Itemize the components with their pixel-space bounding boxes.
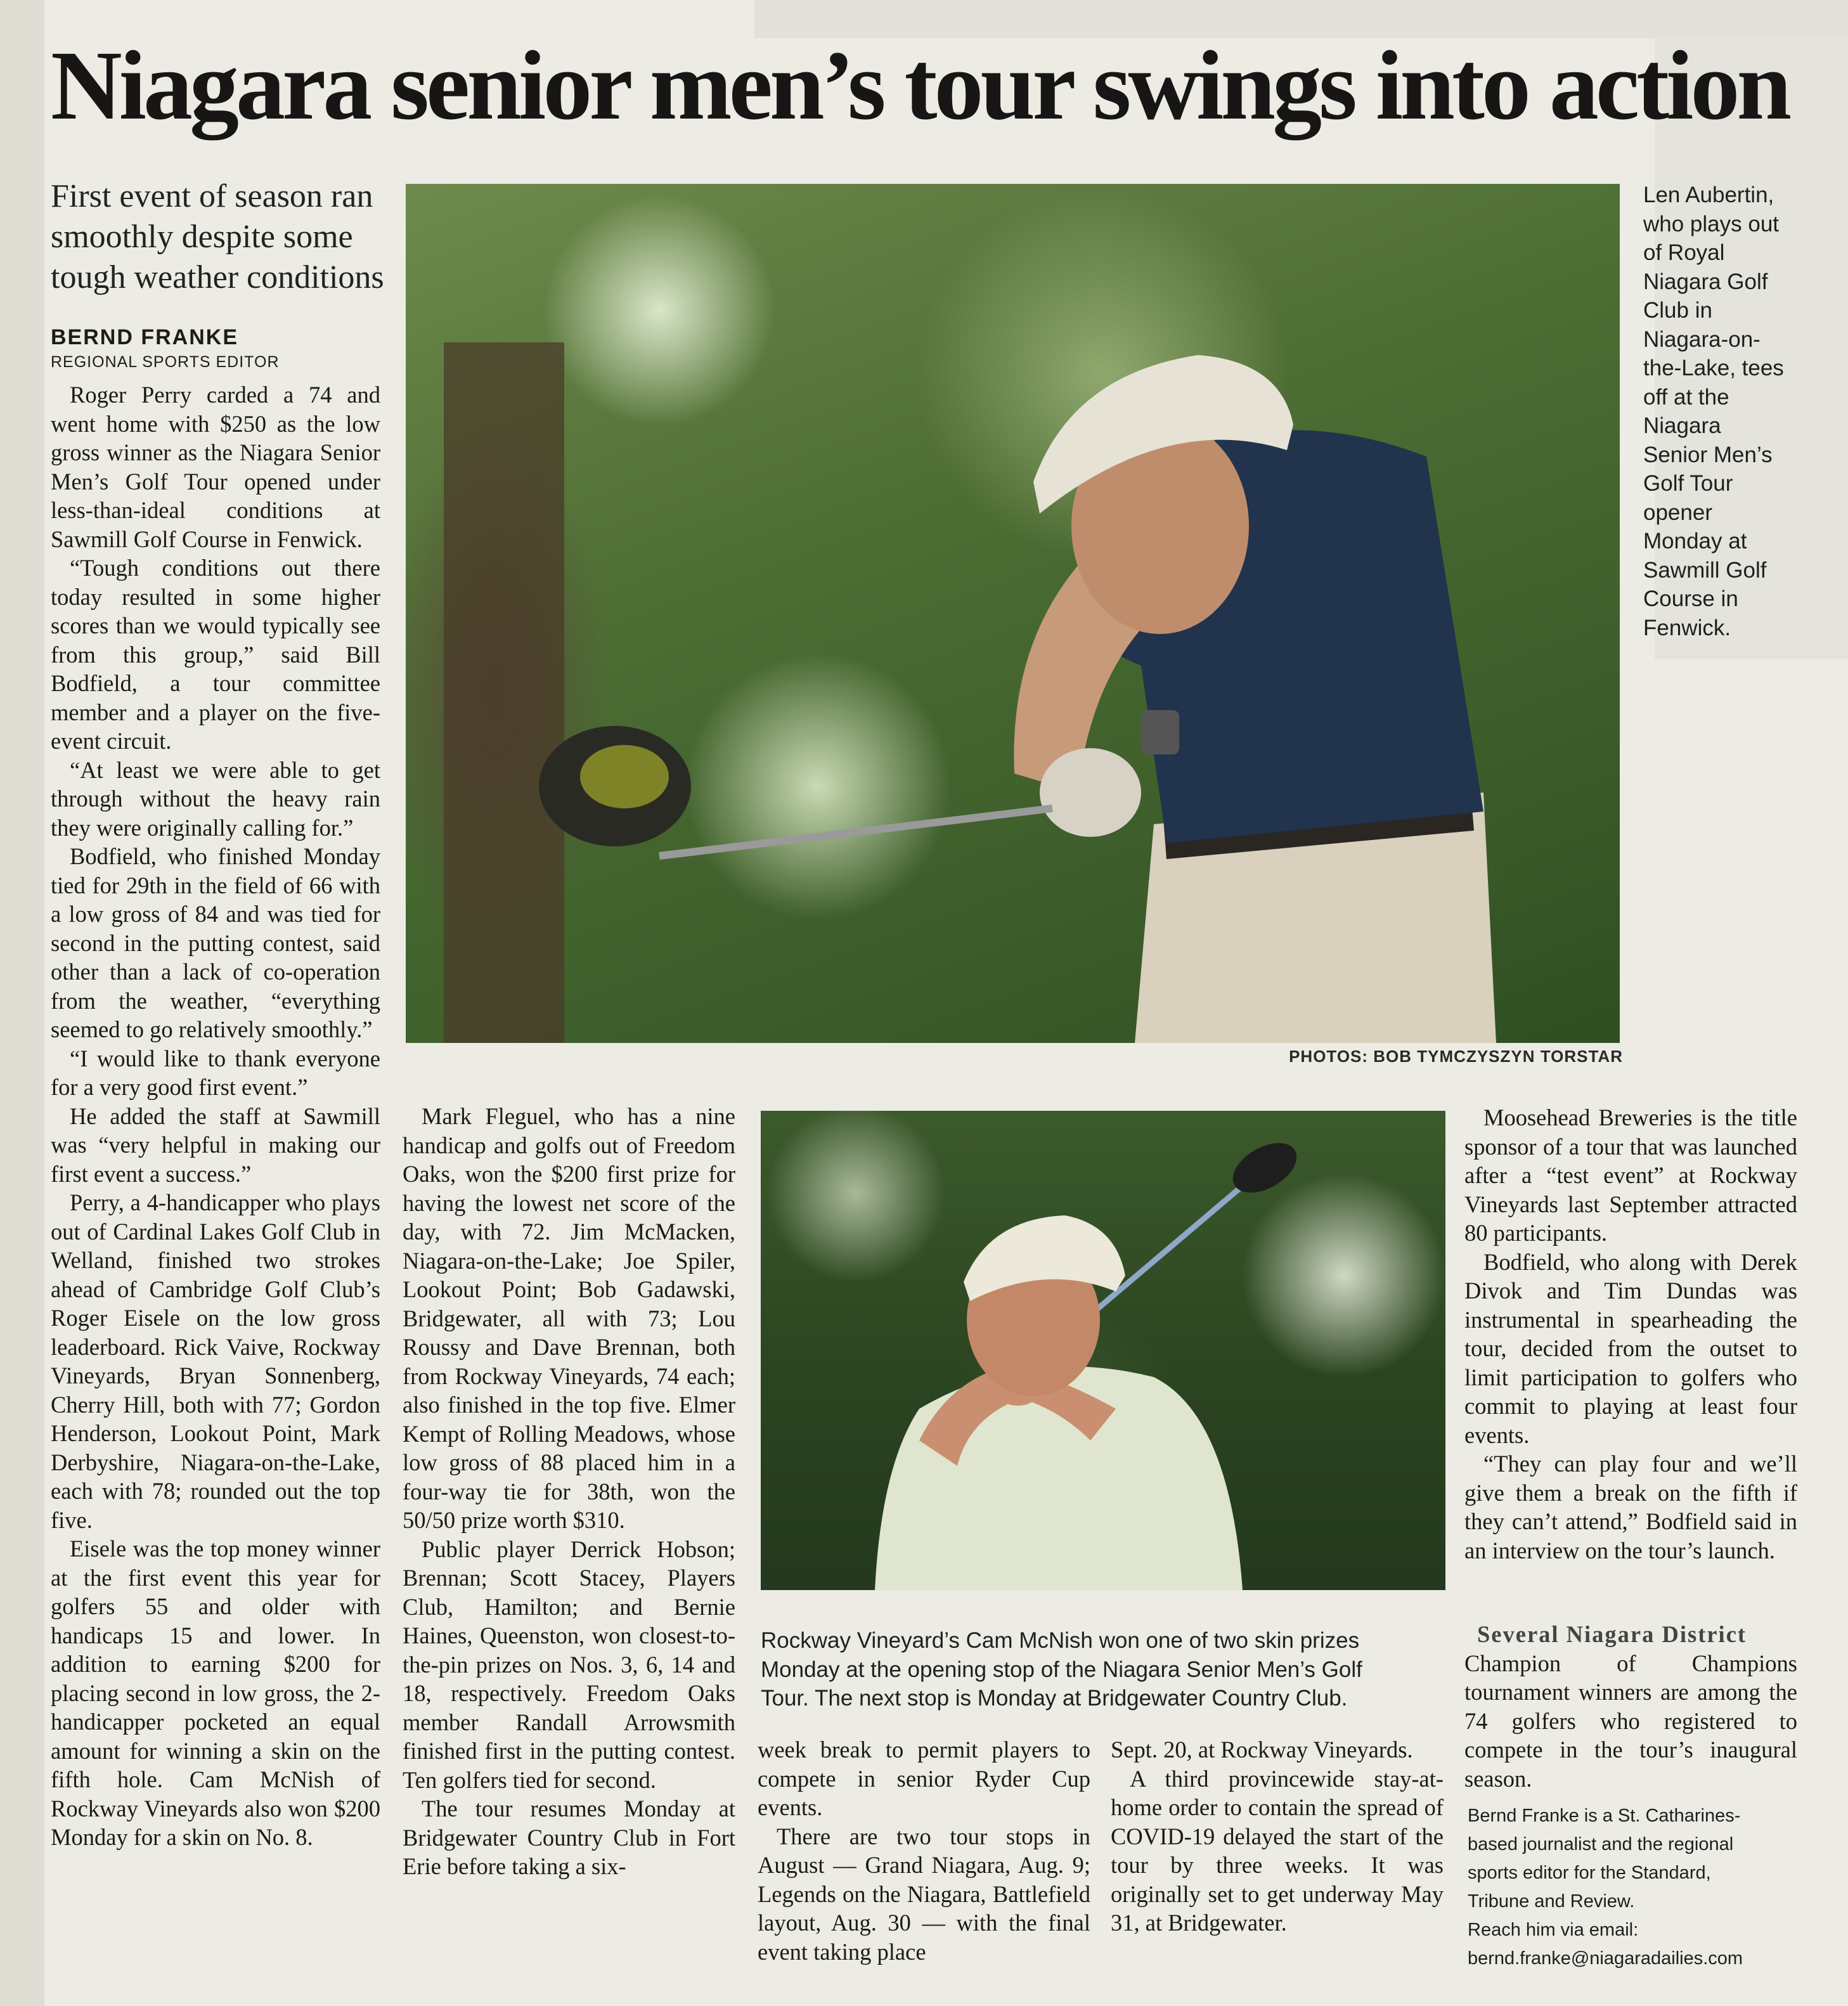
paragraph: Champion of Champions tournament winners are among the 74 golfers who registered to compete in the tour’s inaugural season.	[1464, 1650, 1797, 1792]
caption-line: Club in	[1643, 298, 1712, 323]
paragraph: “I would like to thank everyone for a very good first event.”	[51, 1045, 380, 1100]
paragraph: Bodfield, who along with Derek Divok and Tim Dundas was instrumental in spearheading the tour, decided from the outset to limit participation to golfers who commit to playing at least four events.	[1464, 1248, 1797, 1448]
deck: First event of season ran smoothly despite some tough weather conditions	[51, 178, 384, 295]
paragraph: week break to permit players to compete in senior Ryder Cup events.	[758, 1737, 1090, 1820]
byline-role: REGIONAL SPORTS EDITOR	[51, 353, 280, 371]
paragraph: Perry, a 4-handicapper who plays out of Cardinal Lakes Golf Club in Welland, finished two strokes ahead of Cambridge Golf Club’s Roger Eisele on the low gross leaderboard. Rick Vaive, Rockway Vineyards, Bryan Sonnenberg, Cherry Hill, both with 77; Gordon Henderson, Lookout Point, Mark Derbyshire, Niagara-on-the-Lake, each with 78; rounded out the top five.	[51, 1189, 380, 1533]
body-column-5	[1464, 1103, 1797, 1565]
paragraph: Bodfield, who finished Monday tied for 29th in the field of 66 with a low gross of 84 and was tied for second in the putting contest, said other than a lack of co-operation from the weather, “everything seemed to go relatively smoothly.”	[51, 843, 380, 1042]
body-column-1	[51, 380, 380, 1852]
golfer-illustration	[406, 184, 1620, 1043]
caption-line: Len Aubertin,	[1643, 183, 1774, 207]
caption-line: Golf Tour	[1643, 471, 1733, 496]
author-bio	[1468, 1802, 1797, 1973]
caption-line: the-Lake, tees	[1643, 356, 1784, 380]
body-column-3	[758, 1735, 1090, 1966]
paragraph: Public player Derrick Hobson; Brennan; Scott Stacey, Players Club, Hamilton; and Bernie Haines, Queenston, won closest-to-the-pin prizes on Nos. 3, 6, 14 and 18, respectively. Freedom Oaks member Randall Arrowsmith finished first in the putting contest. Ten golfers tied for second.	[403, 1536, 735, 1793]
caption-line: who plays out	[1643, 211, 1780, 236]
paragraph: A third provincewide stay-at-home order to contain the spread of COVID-19 delayed the start of the tour by three weeks. It was originally set to get underway May 31, at Bridgewater.	[1111, 1765, 1444, 1936]
paragraph: He added the staff at Sawmill was “very helpful in making our first event a success.”	[51, 1103, 380, 1187]
headline: Niagara senior men’s tour swings into action	[51, 30, 1789, 140]
page-edge	[0, 0, 44, 2006]
caption-line: of Royal	[1643, 240, 1725, 265]
second-photo	[761, 1111, 1445, 1590]
author-email[interactable]: bernd.franke@niagaradailies.com	[1468, 1948, 1743, 1969]
golfer-illustration	[761, 1111, 1445, 1590]
paragraph: There are two tour stops in August — Grand Niagara, Aug. 9; Legends on the Niagara, Battlefield layout, Aug. 30 — with the final event taking place	[758, 1823, 1090, 1965]
main-photo-caption	[1643, 181, 1799, 642]
body-column-2	[403, 1102, 735, 1881]
bio-line: Reach him via email:	[1468, 1920, 1639, 1940]
byline	[51, 323, 393, 373]
byline-name: BERND FRANKE	[51, 325, 238, 349]
paragraph: Mark Fleguel, who has a nine handicap and golfs out of Freedom Oaks, won the $200 first prize for having the lowest net score of the day, with 72. Jim McMacken, Niagara-on-the-Lake; Joe Spiler, Lookout Point; Bob Gadawski, Bridgewater, all with 73; Lou Roussy and Dave Brennan, both from Rockway Vineyards, 74 each; also finished in the top five. Elmer Kempt of Rolling Meadows, whose low gross of 88 placed him in a four-way tie for 38th, won the 50/50 prize worth $310.	[403, 1103, 735, 1533]
caption-line: Niagara Golf	[1643, 269, 1768, 294]
paragraph: “They can play four and we’ll give them a break on the fifth if they can’t attend,” Bodfield said in an interview on the tour’s launch.	[1464, 1451, 1797, 1563]
body-column-5-continued	[1464, 1620, 1797, 1793]
bio-line: Bernd Franke is a St. Catharines-	[1468, 1806, 1741, 1826]
caption-line: Tour. The next stop is Monday at Bridgewater Country Club.	[761, 1686, 1348, 1711]
second-photo-caption	[761, 1626, 1445, 1713]
paragraph: Moosehead Breweries is the title sponsor of a tour that was launched after a “test event” at Rockway Vineyards last September attracted 80 participants.	[1464, 1104, 1797, 1246]
paragraph: “At least we were able to get through without the heavy rain they were originally calling for.”	[51, 756, 380, 841]
caption-line: off at the	[1643, 384, 1729, 410]
paragraph: Sept. 20, at Rockway Vineyards.	[1111, 1737, 1413, 1763]
caption-line: Monday at the opening stop of the Niagara Senior Men’s Golf	[761, 1657, 1362, 1682]
paragraph: Roger Perry carded a 74 and went home with $250 as the low gross winner as the Niagara Senior Men’s Golf Tour opened under less-than-ideal conditions at Sawmill Golf Course in Fenwick.	[51, 382, 380, 552]
bio-line: based journalist and the regional	[1468, 1834, 1734, 1854]
caption-line: Course in	[1643, 586, 1738, 611]
caption-line: Senior Men’s	[1643, 442, 1773, 467]
caption-line: Niagara	[1643, 413, 1721, 438]
paragraph: The tour resumes Monday at Bridgewater Country Club in Fort Erie before taking a six-	[403, 1796, 735, 1879]
caption-line: Sawmill Golf	[1643, 557, 1767, 583]
bio-line: Tribune and Review.	[1468, 1891, 1635, 1912]
main-photo	[406, 184, 1620, 1043]
paragraph: Eisele was the top money winner at the first event this year for golfers 55 and older with handicaps 15 and lower. In addition to earning $200 for placing second in low gross, the 2-handicapper pocketed an equal amount for winning a skin on the fifth hole. Cam McNish of Rockway Vineyards also won $200 Monday for a skin on No. 8.	[51, 1536, 380, 1850]
bio-line: sports editor for the Standard,	[1468, 1863, 1711, 1883]
paragraph-lead: Several Niagara District	[1477, 1621, 1747, 1647]
paragraph: “Tough conditions out there today resulted in some higher scores than we would typically see from this group,” said Bill Bodfield, a tour committee member and a player on the five-event circuit.	[51, 555, 380, 754]
body-column-4	[1111, 1735, 1444, 1938]
caption-line: Rockway Vineyard’s Cam McNish won one of two skin prizes	[761, 1628, 1360, 1653]
photo-credit: PHOTOS: BOB TYMCZYSZYN TORSTAR	[1289, 1047, 1623, 1066]
caption-line: opener	[1643, 500, 1712, 525]
caption-line: Niagara-on-	[1643, 327, 1761, 352]
caption-line: Monday at	[1643, 529, 1747, 553]
caption-line: Fenwick.	[1643, 615, 1731, 640]
